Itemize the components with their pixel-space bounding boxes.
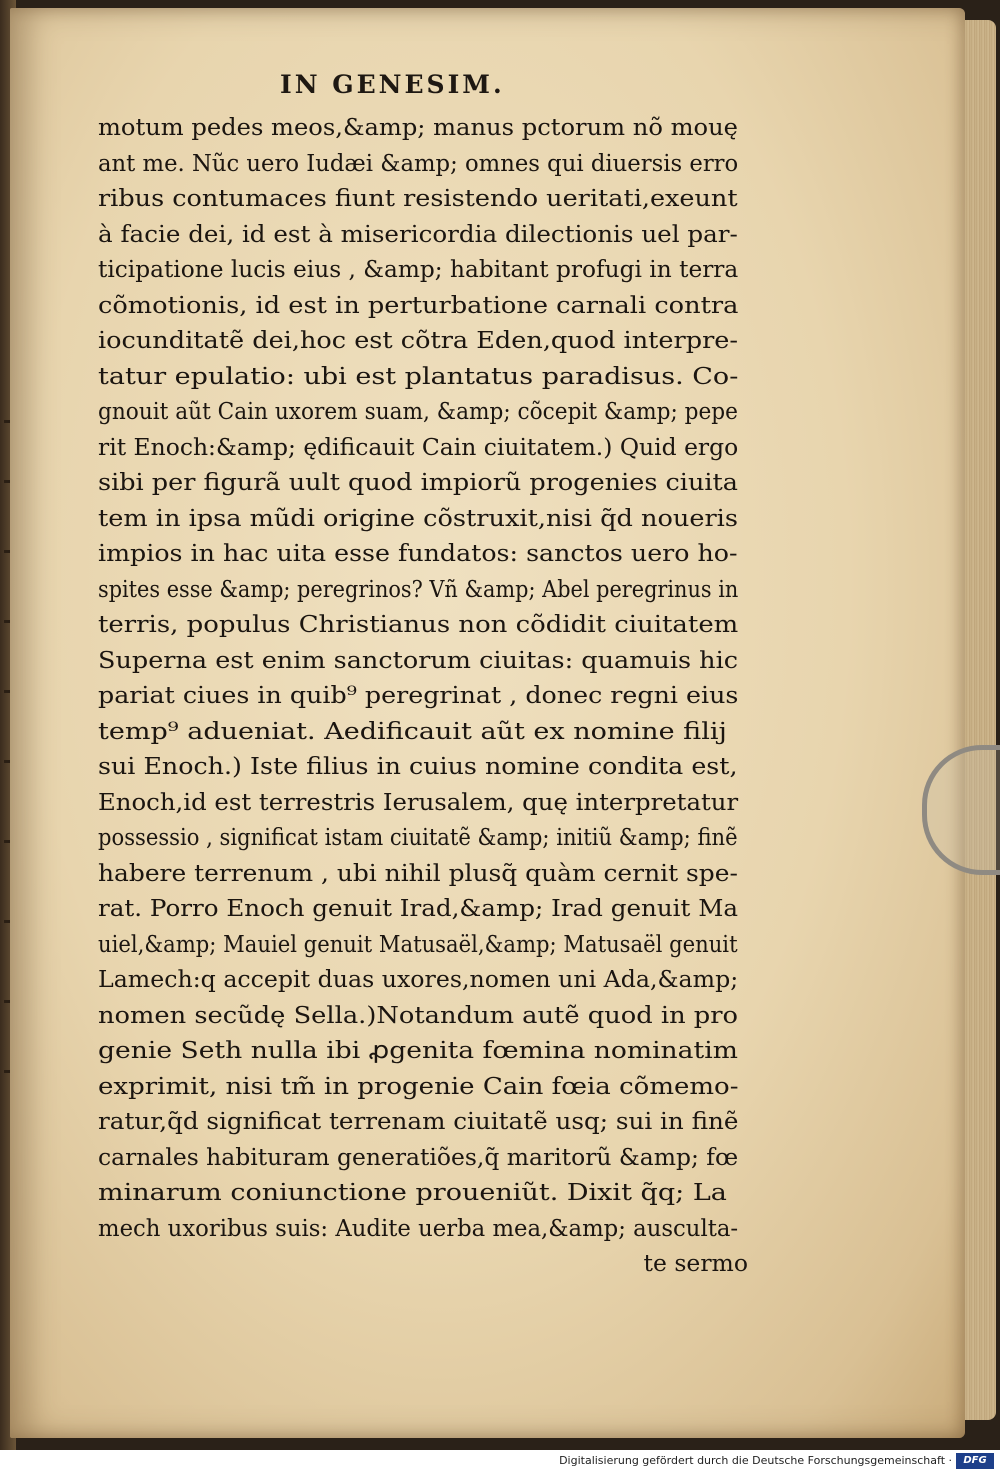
text-line: genie Seth nulla ibi ꝓgenita fœmina nominatim	[98, 1036, 738, 1064]
text-line: gnouit aũt Cain uxorem suam, &amp; cõcepit &amp; pepe	[98, 397, 738, 425]
text-line: Enoch,id est terrestris Ierusalem, quę interpretatur	[98, 787, 739, 816]
text-line: tem in ipsa mũdi origine cõstruxit,nisi q̃d noueris	[98, 503, 738, 532]
text-line: exprimit, nisi tm̃ in progenie Cain fœia cõmemo-	[98, 1071, 739, 1100]
text-line: spites esse &amp; peregrinos? Vñ &amp; Abel peregrinus in	[98, 574, 739, 603]
text-line: minarum coniunctione proueniũt. Dixit q̃q; La	[98, 1178, 727, 1206]
text-line: à facie dei, id est à misericordia dilectionis uel par-	[98, 219, 738, 248]
funding-credit: Digitalisierung gefördert durch die Deutsche Forschungsgemeinschaft ·	[559, 1454, 952, 1467]
text-line: terris, populus Christianus non cõdidit ciuitatem	[98, 610, 739, 638]
text-line: tatur epulatio: ubi est plantatus paradisus. Co-	[98, 361, 739, 390]
text-line: ant me. Nũc uero Iudæi &amp; omnes qui diuersis erro	[98, 148, 739, 177]
catchword: te sermo	[643, 1249, 748, 1277]
text-line: uiel,&amp; Mauiel genuit Matusaël,&amp; Matusaël genuit	[98, 929, 738, 958]
text-line: pariat ciues in quib⁹ peregrinat , donec regni eius	[98, 681, 739, 709]
text-line: habere terrenum , ubi nihil plusq̃ quàm cernit spe-	[98, 858, 738, 887]
text-line: sibi per figurã uult quod impiorũ progenies ciuita	[98, 468, 738, 496]
footer-bar	[0, 1450, 1000, 1473]
text-line: nomen secũdę Sella.)Notandum autẽ quod in pro	[98, 1000, 739, 1029]
text-line: iocunditatẽ dei,hoc est cõtra Eden,quod interpre-	[98, 326, 739, 354]
text-line: Lamech:q accepit duas uxores,nomen uni Ada,&amp;	[98, 965, 739, 993]
text-line: motum pedes meos,&amp; manus pctorum nõ mouę	[98, 113, 738, 141]
text-line: possessio , significat istam ciuitatẽ &amp; initiũ &amp; finẽ	[98, 823, 738, 851]
text-line: rat. Porro Enoch genuit Irad,&amp; Irad genuit Ma	[98, 894, 739, 922]
body-text	[98, 110, 748, 1282]
text-line: ratur,q̃d significat terrenam ciuitatẽ usq; sui in finẽ	[98, 1107, 739, 1135]
dfg-logo: DFG	[956, 1453, 994, 1469]
book-page	[10, 8, 965, 1438]
text-line: sui Enoch.) Iste filius in cuius nomine condita est,	[98, 752, 738, 780]
text-line: cõmotionis, id est in perturbatione carnali contra	[98, 290, 739, 319]
text-line: temp⁹ adueniat. Aedificauit aũt ex nomine filij	[98, 716, 727, 745]
running-title: IN GENESIM.	[280, 70, 505, 99]
text-line: Superna est enim sanctorum ciuitas: quamuis hic	[98, 645, 739, 674]
text-line: ticipatione lucis eius , &amp; habitant profugi in terra	[98, 255, 739, 283]
text-line: ribus contumaces fiunt resistendo ueritati,exeunt	[98, 184, 738, 212]
page-edges	[960, 20, 996, 1420]
text-line: rit Enoch:&amp; ędificauit Cain ciuitatem.) Quid ergo	[98, 432, 739, 461]
text-line: mech uxoribus suis: Audite uerba mea,&amp; ausculta-	[98, 1213, 739, 1242]
text-line: impios in hac uita esse fundatos: sanctos uero ho-	[98, 539, 738, 567]
text-line: carnales habituram generatiões,q̃ maritorũ &amp; fœ	[98, 1142, 739, 1171]
